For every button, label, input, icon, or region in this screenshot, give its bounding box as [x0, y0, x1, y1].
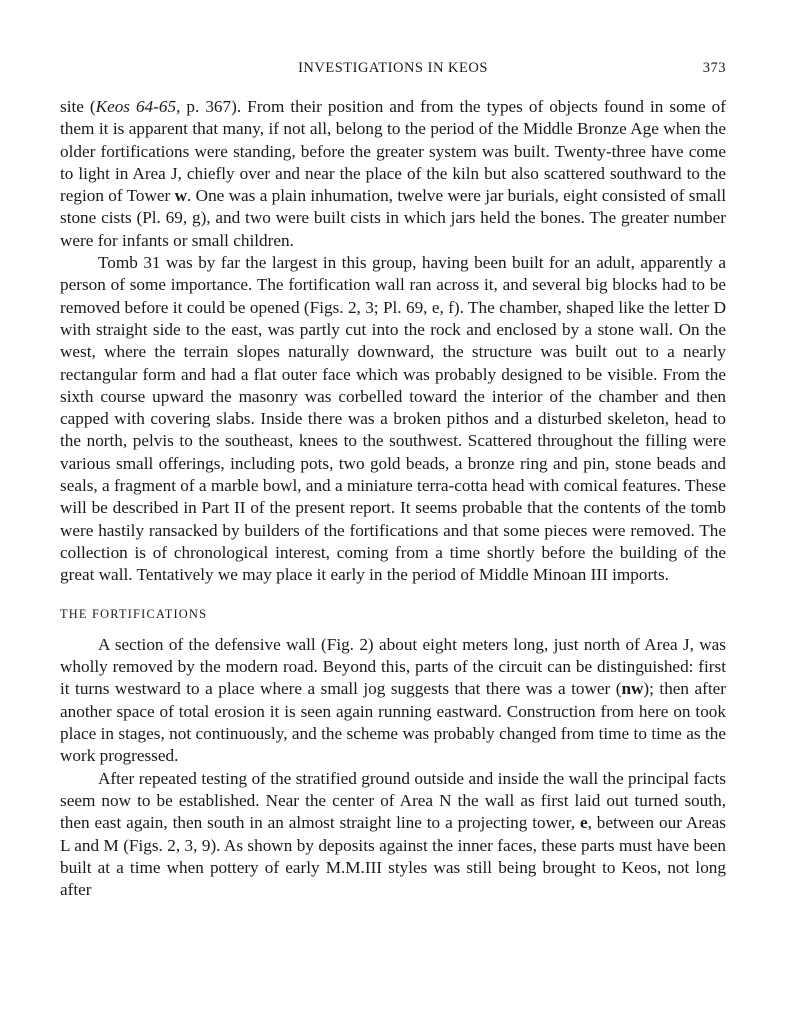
paragraph-1-tower-label: w	[174, 186, 188, 206]
paragraph-1	[60, 96, 726, 252]
page-number: 373	[702, 60, 726, 76]
paragraph-2: Tomb 31 was by far the largest in this group, having been built for an adult, apparently a person of some importance. The fortification wall ran across it, and several big blocks had to be removed before it could be opened (Figs. 2, 3; Pl. 69, e, f). The chamber, shaped like the letter D with straight side to the east, was partly cut into the rock and enclosed by a stone wall. On the west, where the terrain slopes naturally downward, the structure was built out to a nearly rectangular form and had a flat outer face which was probably designed to be visible. From the sixth course upward the masonry was corbelled toward the interior of the chamber and then capped with covering slabs. Inside there was a broken pithos and a disturbed skeleton, head to the north, pelvis to the southeast, knees to the southwest. Scattered throughout the filling were various small offerings, including pots, two gold beads, a bronze ring and pin, stone beads and seals, a fragment of a marble bowl, and a miniature terra-cotta head with comical features. These will be described in Part II of the present report. It seems probable that the contents of the tomb were hastily ransacked by builders of the fortifications and that some pieces were removed. The collection is of chronological interest, coming from a time shortly before the building of the great wall. Tentatively we may place it early in the period of Middle Minoan III imports.	[60, 253, 726, 585]
section-paragraph-1-text-pre: A section of the defensive wall (Fig. 2) about eight meters long, just north of Area J, was wholly removed by the modern road. Beyond this, parts of the circuit can be distinguished: first it turns westward to a place where a small jog suggests that there was a tower (	[60, 634, 726, 699]
section-paragraph-2-tower-label: e	[579, 813, 588, 833]
section-paragraph-2-text-post: , between our Areas L and M (Figs. 2, 3, 9). As shown by deposits against the inner faces, these parts must have been built at a time when pottery of early M.M.III styles was still being brought to Keos, not long after	[60, 813, 726, 900]
section-paragraph-1-tower-label: nw	[621, 679, 644, 699]
section-heading: THE FORTIFICATIONS	[60, 606, 208, 621]
running-head	[60, 60, 726, 82]
paragraph-1-citation: Keos 64-65,	[95, 97, 181, 116]
section-paragraph-2	[60, 768, 726, 902]
section-paragraph-1	[60, 634, 726, 768]
body-text	[60, 96, 726, 901]
running-title: INVESTIGATIONS IN KEOS	[298, 60, 488, 76]
paragraph-1-text-pre: site (	[60, 97, 96, 116]
paragraph-1-text-post: p. 367). From their position and from the types of objects found in some of them it is apparent that many, if not all, belong to the period of the Middle Bronze Age when the older fortifications were standing, before the greater system was built. Twenty-three have come to light in Area J, chiefly over and near the place of the kiln but also scattered southward to the region of Tower	[60, 97, 726, 206]
section-paragraph-1-text-post: ); then after another space of total erosion it is seen again running eastward. Construction from here on took place in stages, not continuously, and the scheme was probably changed from time to time as the work progressed.	[60, 679, 726, 766]
paragraph-1-text-end: . One was a plain inhumation, twelve were jar burials, eight consisted of small stone cists (Pl. 69, g), and two were built cists in which jars held the bones. The greater number were for infants or small children.	[60, 186, 727, 250]
section-paragraph-2-text-pre: After repeated testing of the stratified ground outside and inside the wall the principal facts seem now to be established. Near the center of Area N the wall as first laid out turned south, then east again, then south in an almost straight line to a projecting tower,	[60, 768, 726, 833]
